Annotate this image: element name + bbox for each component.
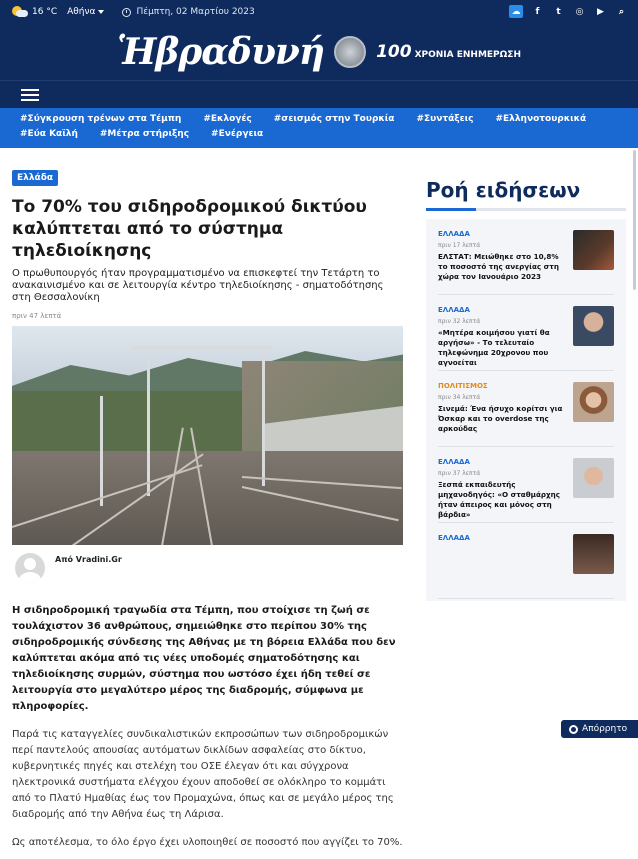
tag-link[interactable]: #Ελληνοτουρκικά (495, 114, 587, 124)
hamburger-menu-icon[interactable] (21, 89, 39, 101)
weather-widget-icon[interactable]: ☁ (509, 5, 523, 18)
author-name[interactable]: Από Vradini.Gr (55, 555, 122, 564)
article-time: πριν 47 λεπτά (12, 312, 62, 320)
feed-item-category[interactable]: ΕΛΛΑΔΑ (438, 458, 470, 466)
page-scrollbar[interactable] (633, 150, 636, 290)
category-badge[interactable]: Ελλάδα (12, 170, 58, 186)
feed-item-thumbnail[interactable] (573, 458, 614, 498)
feed-item-headline[interactable]: Ξεσπά εκπαιδευτής μηχανοδηγός: «Ο σταθμάρχης ήταν άπειρος και μόνος στη βάρδια» (438, 480, 561, 519)
tag-link[interactable]: #Εκλογές (203, 114, 252, 124)
twitter-icon[interactable]: t (556, 6, 561, 17)
social-links (509, 5, 628, 18)
feed-item-thumbnail[interactable] (573, 306, 614, 346)
clock-icon (122, 8, 131, 17)
author-avatar (15, 553, 45, 583)
current-date: Πέμπτη, 02 Μαρτίου 2023 (136, 7, 255, 17)
feed-item[interactable] (438, 447, 614, 523)
feed-item-thumbnail[interactable] (573, 230, 614, 270)
facebook-icon[interactable]: f (535, 6, 540, 17)
city-selector[interactable] (67, 7, 104, 17)
article-paragraph: Παρά τις καταγγελίες συνδικαλιστικών εκπροσώπων των σιδηροδρομικών περί παντελούς απουσίας αυτόματων δικλίδων ασφαλείας στο δίκτυο, κυβερνητικές πηγές και στελέχη του ΟΣΕ έλεγαν ότι και σύγχρονα ηλεκτρονικά συστήματα ελέγχου έχουν αποδοθεί σε ολόκληρο το κομμάτι από το Πλατύ Ημαθίας έως τον Προμαχώνα, όπως και σε μεγάλο μέρος της διαδρομής από την Αθήνα έως τη Λάρισα. (12, 729, 394, 820)
tags-row-1 (20, 114, 638, 129)
article-subtitle: Ο πρωθυπουργός ήταν προγραμματισμένο να επισκεφτεί την Τετάρτη το ανακαινισμένο και σε λειτουργία κέντρο τηλεδιοίκησης - σηματοδότησης στη Θεσσαλονίκη (12, 268, 384, 303)
feed-item-time: πριν 37 λεπτά (438, 470, 481, 477)
anniversary-banner (376, 42, 521, 62)
tag-link[interactable]: #Εύα Καϊλή (20, 129, 78, 139)
feed-item-thumbnail[interactable] (573, 534, 614, 574)
gear-icon (569, 725, 578, 734)
byline (12, 553, 404, 583)
feed-item-thumbnail[interactable] (573, 382, 614, 422)
feed-item-headline[interactable]: Σινεμά: Ένα ήσυχο κορίτσι για Όσκαρ και το overdose της αρκούδας (438, 404, 563, 433)
weather[interactable] (12, 6, 57, 18)
feed-item[interactable] (438, 219, 614, 295)
feed-item-time: πριν 32 λεπτά (438, 318, 481, 325)
tag-link[interactable]: #Συντάξεις (416, 114, 474, 124)
nav-bar (0, 80, 638, 108)
weather-partly-cloudy-icon (12, 6, 28, 18)
date-display (122, 7, 254, 17)
feed-item-time: πριν 34 λεπτά (438, 394, 481, 401)
privacy-label: Απόρρητο (582, 724, 628, 734)
anniversary-seal-icon (334, 36, 366, 68)
temperature: 16 °C (32, 7, 58, 17)
tag-link[interactable]: #Σύγκρουση τρένων στα Τέμπη (20, 114, 182, 124)
article-photo-railway (12, 326, 403, 545)
tag-link[interactable]: #Μέτρα στήριξης (99, 129, 190, 139)
article-paragraph: Ως αποτέλεσμα, το όλο έργο έχει υλοποιηθεί σε ποσοστό που αγγίζει το 70%. (12, 837, 403, 848)
site-logo[interactable]: Ἡβραδυνή (116, 31, 325, 73)
feed-item-category[interactable]: ΠΟΛΙΤΙΣΜΟΣ (438, 382, 488, 390)
tag-link[interactable]: #Ενέργεια (211, 129, 264, 139)
feed-item-category[interactable]: ΕΛΛΑΔΑ (438, 534, 470, 542)
city-label: Αθήνα (67, 7, 96, 17)
masthead (0, 24, 638, 80)
feed-item[interactable] (438, 371, 614, 447)
caret-down-icon (98, 10, 104, 14)
news-feed-title: Ροή ειδήσεων (426, 178, 581, 202)
feed-item[interactable] (438, 295, 614, 371)
news-feed-list[interactable] (426, 219, 626, 601)
trending-tags (0, 108, 638, 148)
feed-item-headline[interactable]: ΕΛΣΤΑΤ: Μειώθηκε στο 10,8% το ποσοστό της ανεργίας στη χώρα τον Ιανουάριο 2023 (438, 252, 559, 281)
article (12, 165, 404, 851)
tag-link[interactable]: #σεισμός στην Τουρκία (273, 114, 395, 124)
article-lead: Η σιδηροδρομική τραγωδία στα Τέμπη, που στοίχισε τη ζωή σε τουλάχιστον 36 ανθρώπους, σημειώθηκε στο περίπου 30% της σιδηροδρομικής σύνδεσης της Αθήνας με τη βόρεια Ελλάδα που δεν καλύπτεται ακόμα από τις νέες υποδομές σηματοδότησης και τηλεδιοίκησης συρμών, σύστημα που ωστόσο έχει ήδη τεθεί σε λειτουργία στο μεγαλύτερο μέρος της διαδρομής, σύμφωνα με πληροφορίες. (12, 605, 396, 712)
title-underline (426, 208, 626, 211)
feed-item-headline[interactable]: «Μητέρα κοιμήσου γιατί θα αργήσω» - Το τελευταίο τηλεφώνημα 20χρονου που αγνοείται (438, 328, 550, 367)
anniversary-text: ΧΡΟΝΙΑ ΕΝΗΜΕΡΩΣΗ (414, 50, 521, 60)
feed-item-category[interactable]: ΕΛΛΑΔΑ (438, 306, 470, 314)
feed-item-category[interactable]: ΕΛΛΑΔΑ (438, 230, 470, 238)
instagram-icon[interactable]: ◎ (575, 6, 584, 17)
youtube-icon[interactable]: ▶ (597, 6, 604, 17)
top-bar (0, 0, 638, 24)
tags-row-2 (20, 129, 638, 144)
news-feed-sidebar (426, 178, 626, 601)
feed-item-time: πριν 17 λεπτά (438, 242, 481, 249)
article-headline: Το 70% του σιδηροδρομικού δικτύου καλύπτεται από το σύστημα τηλεδιοίκησης (12, 197, 367, 261)
feed-item[interactable] (438, 523, 614, 599)
privacy-button[interactable] (561, 720, 638, 738)
anniversary-number: 100 (376, 42, 412, 62)
search-icon[interactable]: ⌕ (618, 6, 625, 17)
